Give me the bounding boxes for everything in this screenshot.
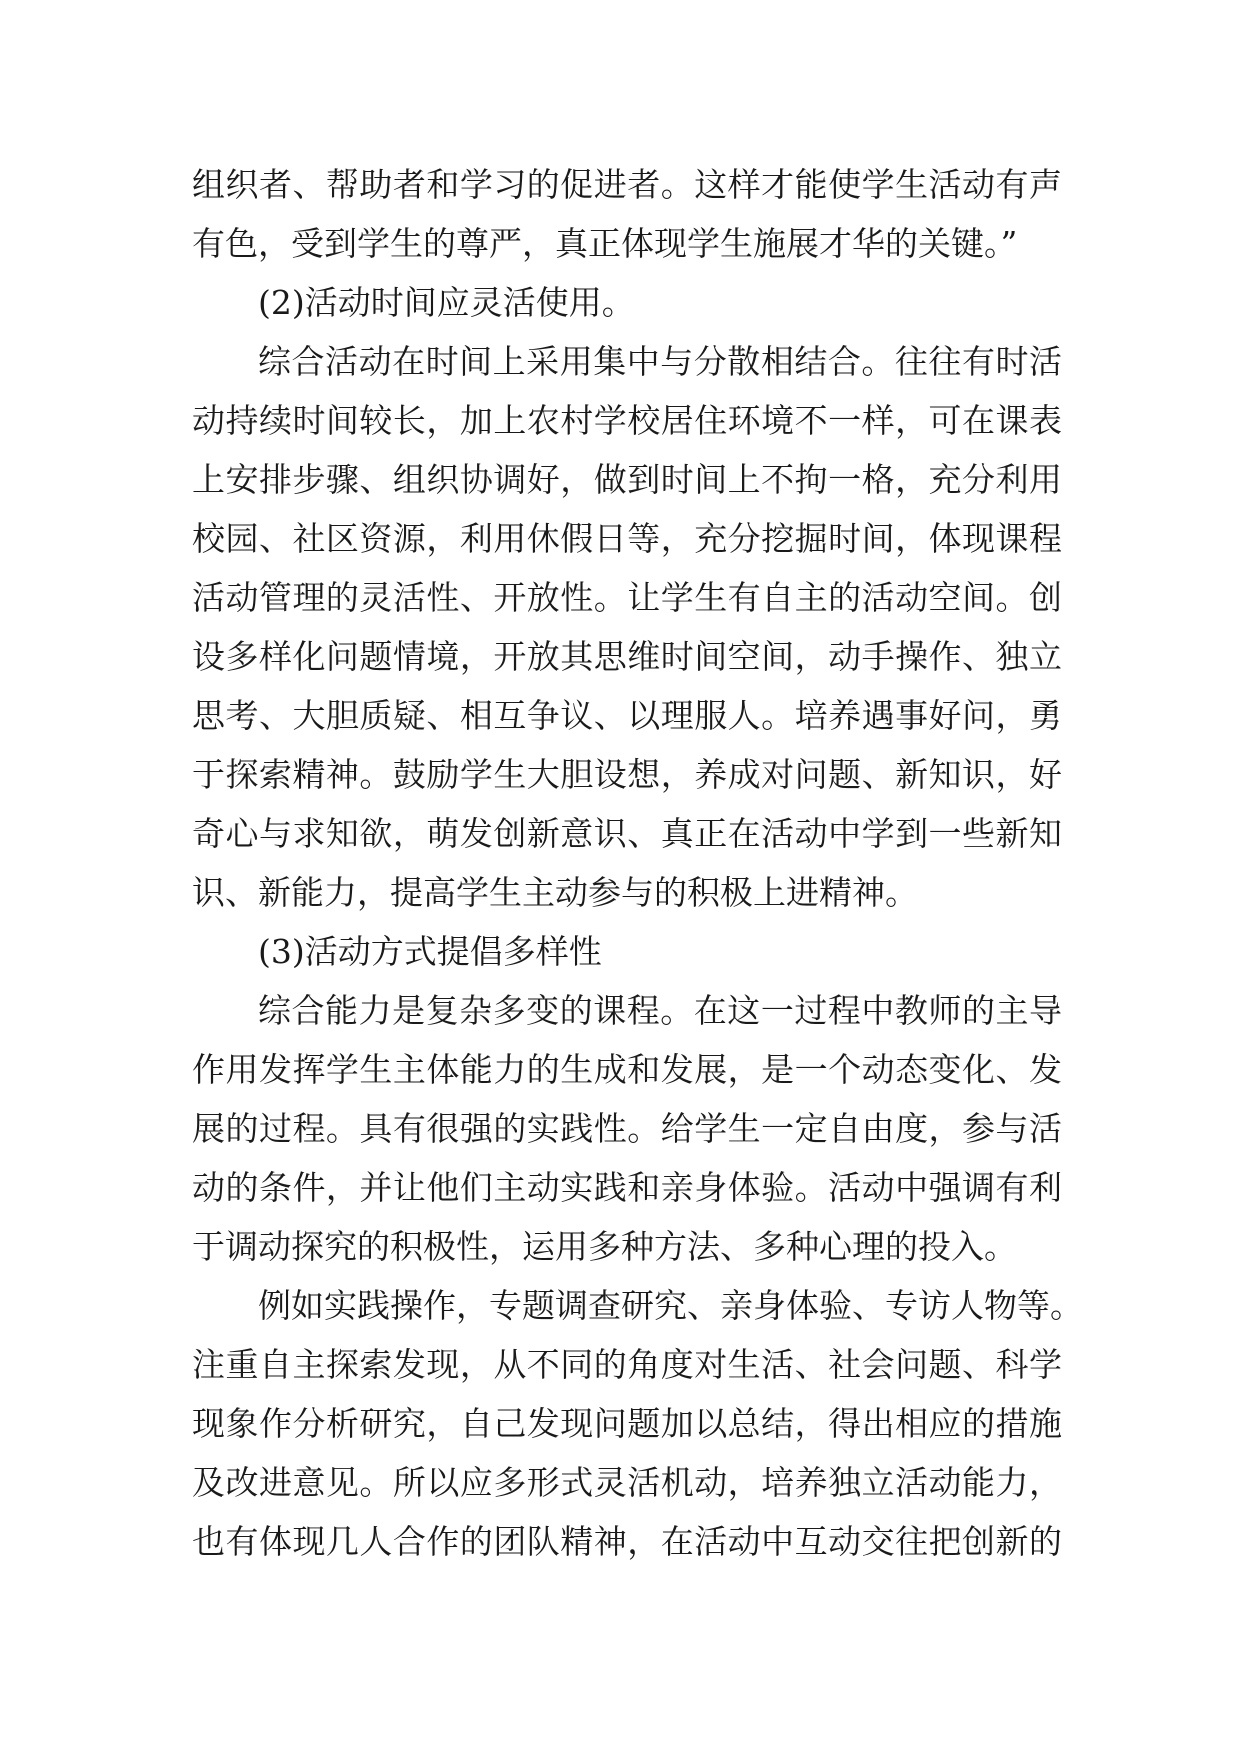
text-line: 校园、社区资源，利用休假日等，充分挖掘时间，体现课程	[192, 519, 1062, 558]
text-line: 识、新能力，提高学生主动参与的积极上进精神。	[192, 873, 918, 912]
text-line: 奇心与求知欲，萌发创新意识、真正在活动中学到一些新知	[192, 814, 1062, 853]
text-line: 思考、大胆质疑、相互争议、以理服人。培养遇事好问，勇	[192, 696, 1062, 735]
section-heading: (3)活动方式提倡多样性	[258, 932, 602, 971]
text-line: 也有体现几人合作的团队精神，在活动中互动交往把创新的	[192, 1522, 1062, 1561]
text-line: 现象作分析研究，自己发现问题加以总结，得出相应的措施	[192, 1404, 1062, 1443]
text-line: 及改进意见。所以应多形式灵活机动，培养独立活动能力，	[192, 1463, 1062, 1502]
text-line: 于探索精神。鼓励学生大胆设想，养成对问题、新知识，好	[192, 755, 1062, 794]
text-line: 综合能力是复杂多变的课程。在这一过程中教师的主导	[258, 991, 1062, 1030]
text-line: 动持续时间较长，加上农村学校居住环境不一样，可在课表	[192, 401, 1062, 440]
section-heading: (2)活动时间应灵活使用。	[258, 283, 635, 322]
text-line: 动的条件，并让他们主动实践和亲身体验。活动中强调有利	[192, 1168, 1062, 1207]
text-line: 组织者、帮助者和学习的促进者。这样才能使学生活动有声	[192, 165, 1062, 204]
text-line: 例如实践操作，专题调查研究、亲身体验、专访人物等。	[258, 1286, 1083, 1325]
text-line: 注重自主探索发现，从不同的角度对生活、社会问题、科学	[192, 1345, 1062, 1384]
text-line: 有色，受到学生的尊严，真正体现学生施展才华的关键。”	[192, 224, 1018, 263]
text-line: 活动管理的灵活性、开放性。让学生有自主的活动空间。创	[192, 578, 1062, 617]
text-line: 综合活动在时间上采用集中与分散相结合。往往有时活	[258, 342, 1062, 381]
text-line: 于调动探究的积极性，运用多种方法、多种心理的投入。	[192, 1227, 1017, 1266]
document-body	[192, 155, 1083, 1571]
text-line: 上安排步骤、组织协调好，做到时间上不拘一格，充分利用	[192, 460, 1062, 499]
text-line: 设多样化问题情境，开放其思维时间空间，动手操作、独立	[192, 637, 1062, 676]
text-line: 展的过程。具有很强的实践性。给学生一定自由度，参与活	[192, 1109, 1062, 1148]
text-line: 作用发挥学生主体能力的生成和发展，是一个动态变化、发	[192, 1050, 1062, 1089]
